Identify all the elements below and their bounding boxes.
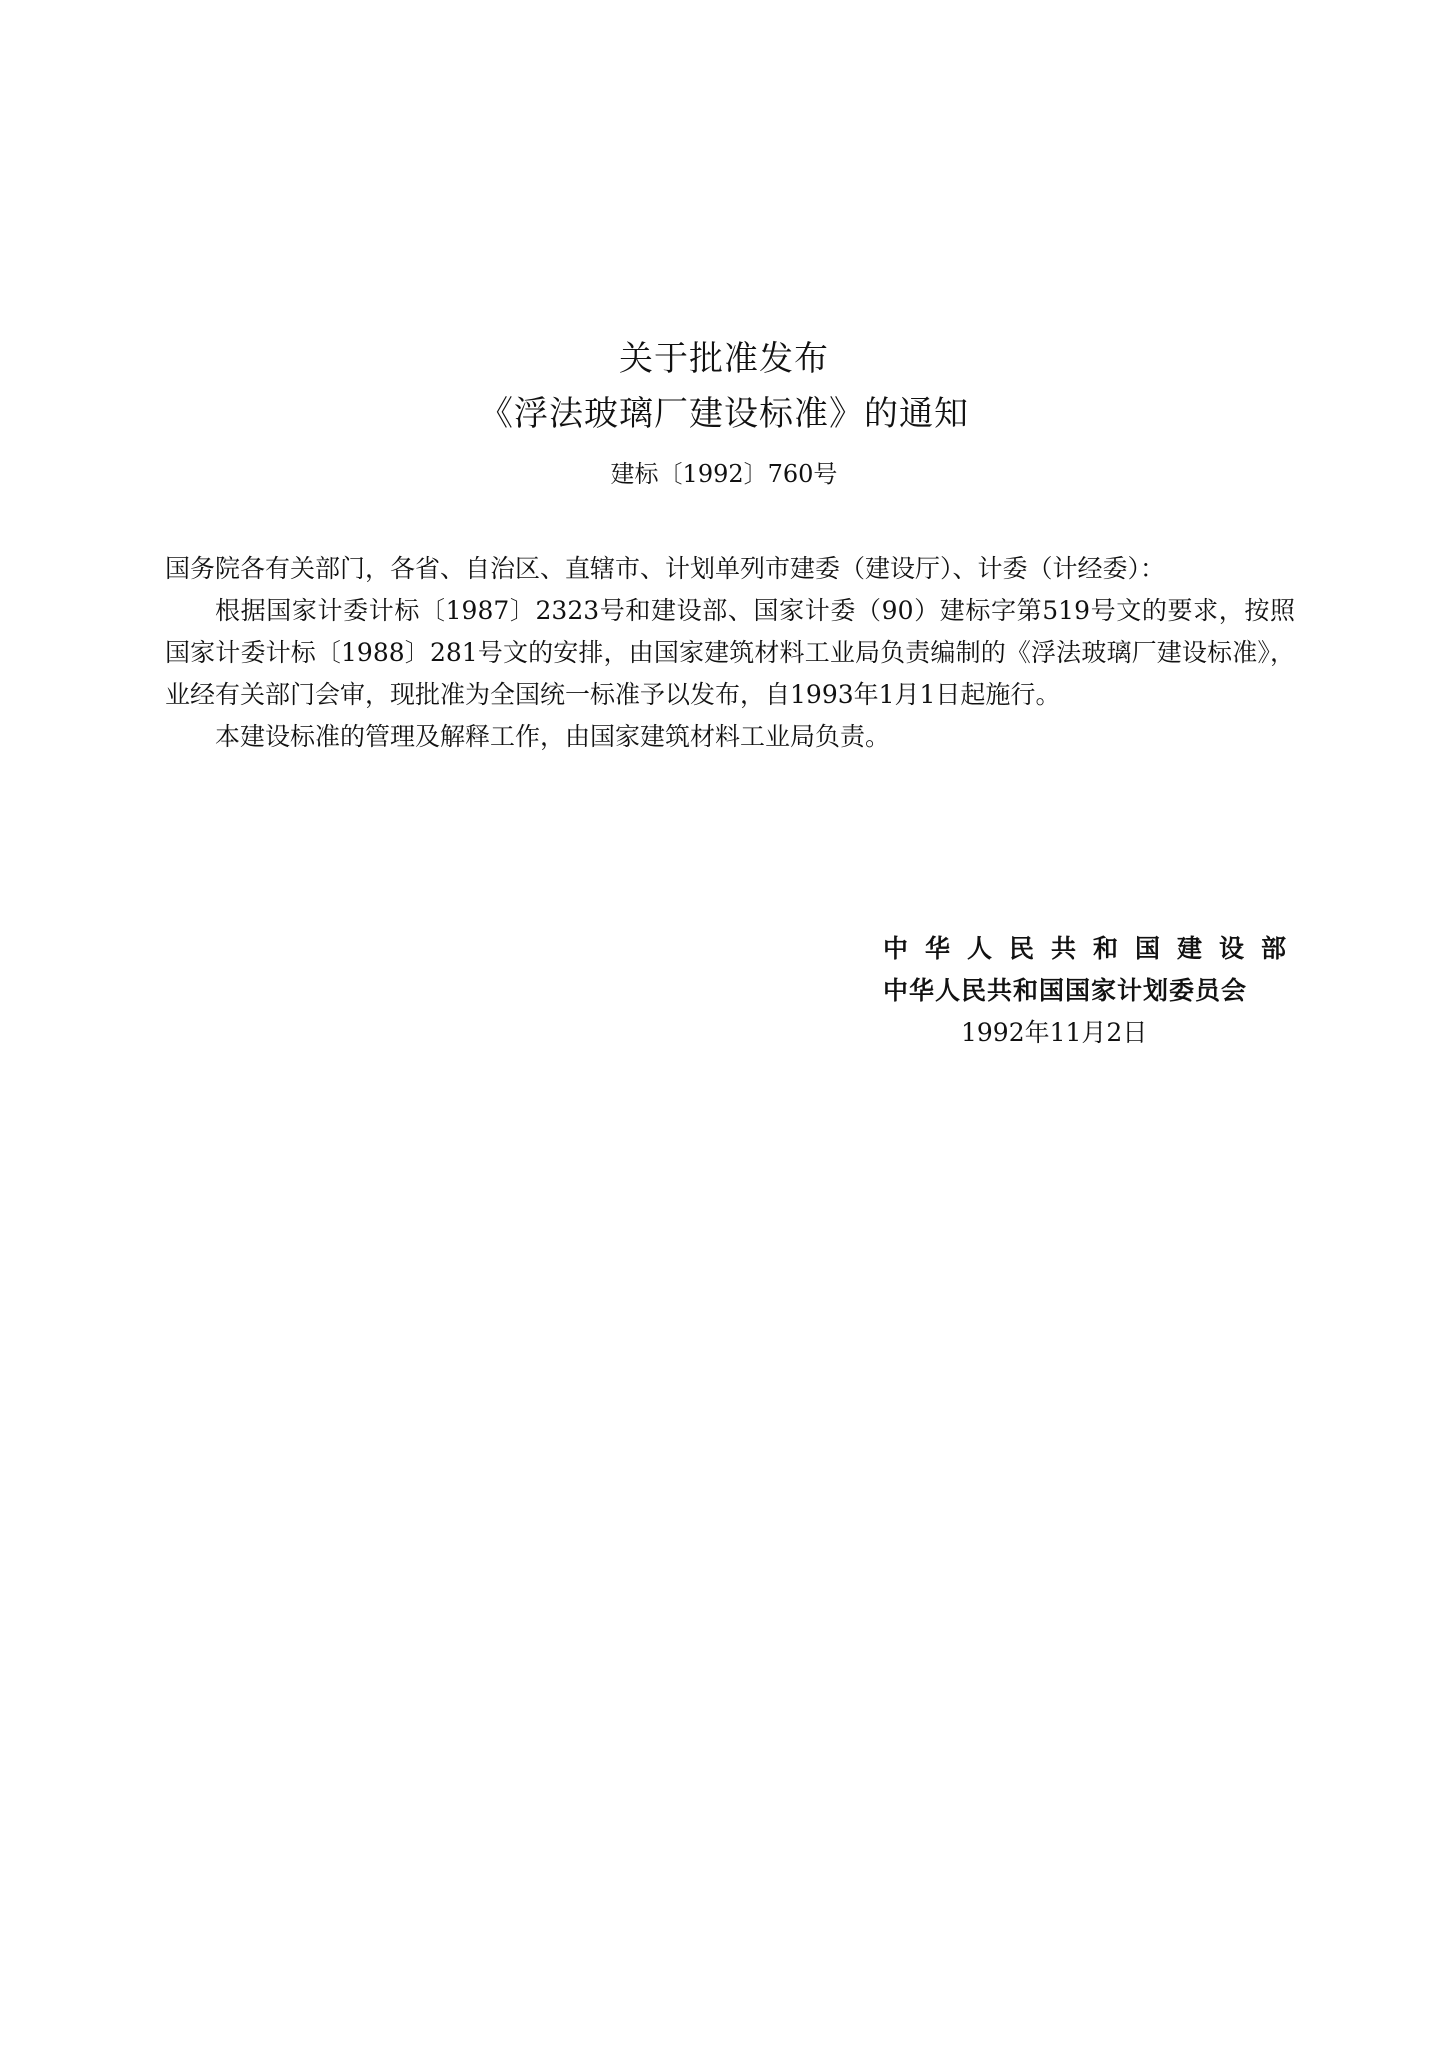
document-title-line2: 《浮法玻璃厂建设标准》的通知 <box>479 394 969 434</box>
body-paragraph-2: 本建设标准的管理及解释工作，由国家建筑材料工业局负责。 <box>215 722 891 751</box>
signature-block <box>883 928 1303 1054</box>
document-title-line1: 关于批准发布 <box>619 339 829 379</box>
issuer-ministry-of-construction: 中华人民共和国建设部 <box>883 934 1304 963</box>
document-number: 建标〔1992〕760号 <box>610 460 838 488</box>
document-body <box>165 548 1295 758</box>
addressee-line: 国务院各有关部门，各省、自治区、直辖市、计划单列市建委（建设厅）、计委（计经委）： <box>165 554 1166 583</box>
issue-date: 1992年11月2日 <box>961 1018 1148 1047</box>
body-paragraph-1: 根据国家计委计标〔1987〕2323号和建设部、国家计委（90）建标字第519号文的要求，按照国家计委计标〔1988〕281号文的安排，由国家建筑材料工业局负责编制的《浮法玻璃厂建设标准》，业经有关部门会审，现批准为全国统一标准予以发布，自1993年1月1日起施行。 <box>165 596 1295 709</box>
issuer-state-planning-commission: 中华人民共和国国家计划委员会 <box>883 976 1248 1005</box>
